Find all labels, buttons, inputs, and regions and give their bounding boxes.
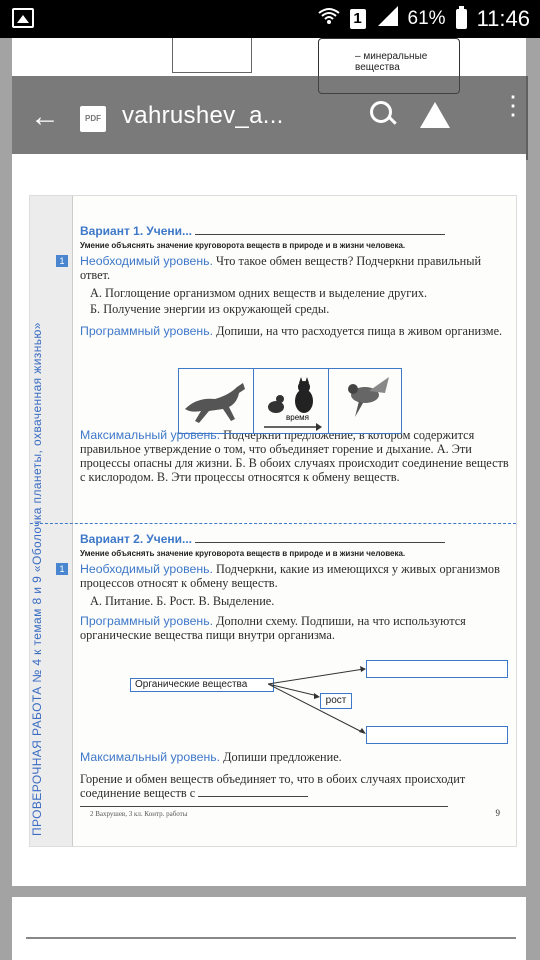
variant2-sentence: Горение и обмен веществ объединяет то, что в обоих случаях происходит соединение веществ с bbox=[80, 772, 466, 800]
variant1-task2 bbox=[80, 324, 510, 338]
scheme-source-box: Органические вещества bbox=[130, 678, 274, 692]
variant2-task3 bbox=[80, 750, 510, 807]
time-arrow-icon bbox=[264, 423, 322, 431]
level-program: Программный уровень. bbox=[80, 614, 214, 628]
variant2-sentence-wrap bbox=[80, 772, 510, 800]
variant2-q1: Подчеркни, какие из имеющихся у живых организмов процессов относят к обмену веществ. bbox=[80, 562, 500, 590]
cats-picture bbox=[254, 369, 329, 433]
variant2-header bbox=[80, 532, 510, 561]
running-dog-icon bbox=[179, 369, 253, 433]
app-bar bbox=[12, 76, 528, 160]
status-bar bbox=[0, 0, 540, 38]
level-necessary: Необходимый уровень. bbox=[80, 562, 213, 576]
variant2-student: Учени... bbox=[146, 532, 192, 546]
task-number-badge: 1 bbox=[56, 255, 68, 267]
task-number-badge: 1 bbox=[56, 563, 68, 575]
scheme-answer-box-bottom[interactable] bbox=[366, 726, 508, 744]
variant2-task2 bbox=[80, 614, 510, 642]
level-necessary: Необходимый уровень. bbox=[80, 254, 213, 268]
drive-add-icon[interactable] bbox=[420, 102, 450, 128]
clock: 11:46 bbox=[476, 6, 530, 31]
status-right bbox=[318, 0, 530, 38]
level-program: Программный уровень. bbox=[80, 324, 214, 338]
page-footer: 2 Вахрушев, 3 кл. Контр. работы bbox=[90, 810, 188, 818]
pdf-file-icon: PDF bbox=[80, 106, 106, 132]
picture-strip bbox=[178, 368, 402, 434]
side-title: ПРОВЕРОЧНАЯ РАБОТА № 4 к темам 8 и 9 «Оболочка планеты, охваченная жизнью» bbox=[30, 322, 44, 836]
answer-line bbox=[80, 806, 448, 807]
variant1-option-a: А. Поглощение организмом одних веществ и выделение других. bbox=[90, 286, 428, 300]
variant1-q3: Подчеркни предложение, в котором содержится правильное утверждение о том, что объединяет горение и дыхание. А. Эти процессы опасны для жизни. Б. В обоих случаях происходит соединение веществ с кислородом. В. Эти процессы относятся к обмену веществ. bbox=[80, 428, 509, 484]
gallery-icon bbox=[12, 8, 34, 28]
battery-percent: 61% bbox=[407, 8, 446, 29]
wifi-icon bbox=[318, 7, 340, 31]
prev-page-box-left bbox=[172, 38, 252, 73]
name-line bbox=[195, 224, 445, 235]
worksheet-side-strip bbox=[30, 196, 73, 846]
variant2-skill: Умение объяснять значение круговорота веществ в природе и в жизни человека. bbox=[80, 549, 406, 558]
variant2-q2: Дополни схему. Подпиши, на что используются органические вещества пищи внутри организма. bbox=[80, 614, 466, 642]
bird-picture bbox=[329, 369, 403, 433]
variant1-header bbox=[80, 224, 510, 253]
pdf-page bbox=[12, 154, 526, 886]
variant1-task3 bbox=[80, 428, 510, 484]
scheme-growth-box: рост bbox=[320, 693, 352, 709]
next-page bbox=[12, 897, 526, 960]
variant1-student: Учени... bbox=[146, 224, 192, 238]
search-icon[interactable] bbox=[370, 101, 392, 123]
variant2-q3: Допиши предложение. bbox=[223, 750, 342, 764]
signal-icon bbox=[376, 6, 398, 32]
scheme-answer-box-top[interactable] bbox=[366, 660, 508, 678]
variant1-q1: Что такое обмен веществ? Подчеркни правильный ответ. bbox=[80, 254, 482, 282]
sim-icon: 1 bbox=[350, 9, 366, 29]
variant1-q2: Допиши, на что расходуется пища в живом организме. bbox=[216, 324, 503, 338]
variant1-task1 bbox=[59, 254, 510, 316]
bird-icon bbox=[329, 369, 403, 433]
variant1-skill: Умение объяснять значение круговорота веществ в природе и в жизни человека. bbox=[80, 241, 406, 250]
more-vert-icon[interactable]: ⋮ bbox=[500, 90, 526, 120]
scheme-arrows bbox=[268, 666, 368, 738]
name-line bbox=[195, 532, 445, 543]
variant1-option-b: Б. Получение энергии из окружающей среды. bbox=[90, 302, 330, 316]
level-maximum: Максимальный уровень. bbox=[80, 750, 221, 764]
variant1-heading: Вариант 1. bbox=[80, 224, 144, 238]
answer-line bbox=[198, 786, 308, 797]
prev-page-text: – минеральные вещества bbox=[355, 51, 428, 73]
pdf-viewer[interactable] bbox=[0, 38, 540, 960]
variant2-heading: Вариант 2. bbox=[80, 532, 144, 546]
document-title: vahrushev_a... bbox=[122, 102, 284, 129]
battery-icon bbox=[456, 9, 467, 29]
level-maximum: Максимальный уровень. bbox=[80, 428, 221, 442]
page-number: 9 bbox=[495, 808, 500, 818]
next-page-edge bbox=[26, 937, 516, 960]
variant2-options: А. Питание. Б. Рост. В. Выделение. bbox=[90, 594, 275, 608]
variant2-task1 bbox=[59, 562, 510, 608]
back-arrow-icon[interactable]: ← bbox=[30, 100, 60, 133]
time-label: время bbox=[286, 413, 309, 422]
variant-divider bbox=[30, 523, 516, 524]
dog-picture bbox=[179, 369, 254, 433]
scanned-worksheet bbox=[30, 196, 516, 846]
